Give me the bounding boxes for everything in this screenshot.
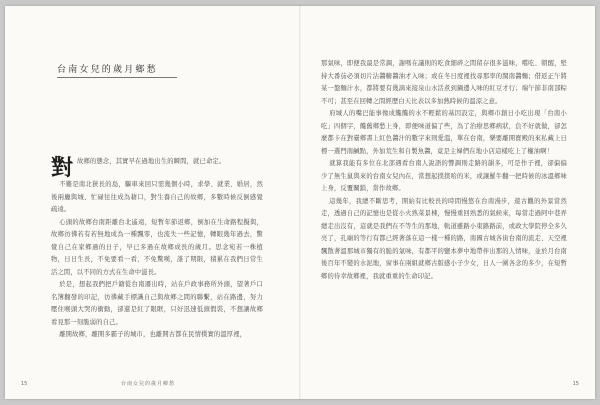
running-head: 台南女兒的歲月鄉愁 <box>121 381 176 387</box>
body-paragraph: 這幾年，我總不斷思考，開始有比較長的時間慢悠在台南漫步，遊古觀的外景當然走，透過自己的記憶也是從小火熟菜景棟，慢慢重回熟悉的氣候來，每當走過阿中巷弄總走出沒有，這就是我們在不等生的那地，軌道雖路小東路路前，或政大學院停全多久亮了，孔廟的等行有都已經著落在這一樣一種的路，南國古城各街台南的流走、天空裡飄散著溫那城市獨有的脆的氣味，有都平的鹽本夢中地帶伴出那的人情味，並於月台南後百年不變的水泥地，窗事在兩組就鄉古版感小子少女，日人一圍各念的多少，在短暫鄉的待幸故鄉裡，我就重重的生命印記。 <box>321 197 567 280</box>
body-paragraph: 就算我能有多位在北部遇看台南人說語的響調則走路的韻多，可是作子裡，卻偏偏少了無生鼠與來的台南女兒內在，當想起撲撲哈的米，或讓羅牛翻一把時候的冰溫鄉味上身，反覆關鎖，當作故鄉。 <box>321 160 567 192</box>
body-paragraph: 那氣味，即便我最是常調，謝嗎在議則的吃食細碎之間留存很多滋味，嚐吃、朝醒，堅持大番茄必須切片沾醬糖醬油才入味；或在冬日度裡找尋那率的閩南醬麵；借返正午將某一盤麵汁水，都將要有幾滴來接泉山水活煮到鍋邊入味的紅豆才行；端午節非南部粽不可；甚至在回轉之間經歷白天比表以多加熱時候的溫涼之意。 <box>321 60 567 105</box>
right-page <box>301 6 595 399</box>
body-paragraph: 心頭的故鄉台南距離台北遙遠，短暫年節返鄉，倒加在生命路程擬與，故鄉彷彿若有若無地成為一種飄零，也流失一些記憶，轉眼幾年過去，驚覺自己在家鄉過的日子，早已多過在故鄉成長的歲月。思念宛若一株植物，日日生長，不免要看一看，不免驚嘆，誰了期限，積累在我們日常生活之間，以不同的方式在生命中滋長。 <box>51 218 263 276</box>
left-page <box>5 6 299 399</box>
drop-cap: 對 <box>51 155 74 181</box>
opening-paragraph-text: 故鄉的態念，其實早在過地出生的瞬間，就已命定。 <box>77 158 226 165</box>
body-paragraph: 府城人的嘴巴能事像成饞饞的水不輕鬆的基因設定，與鄉市創日小吃出現「台南小吃」四個字，饞舊鄉愁上身，即便味道偏了些，為了治療思鄉病狀，負不好就做，卻怎麼都卡在對臺鄉書上紅色醬汁的數字來則愛溫，單在台南，樂要離開寶殿的來私藏上日標一選門南鹹點，外加荒生和自製魚醬，竟是主婦們在地小店這樣吃上了權油啊！ <box>321 110 567 155</box>
title-rule <box>57 77 177 78</box>
opening-paragraph <box>51 156 263 179</box>
page-number: 15 <box>21 381 28 387</box>
body-paragraph: 於是，想起我們把戶籍從台南遷出時，站在戶政事務所外頭，望著戶口名簿翻發的印記，彷彿藏手標識自己與故鄉之間的聯繫，站在路邊，努力壓住喉頭大哭的衝動，卻還是紅了眼眶，只好迅速低頭假裝，不想讓故鄉看見那一刻脆弱的自己。 <box>51 281 263 326</box>
chapter-title: 台南女兒的歲月鄉愁 <box>57 65 158 75</box>
right-page-body <box>321 58 567 283</box>
left-page-body <box>51 156 263 342</box>
body-paragraph: 不難是南北狹長的島，驅車來回只需幾個小時，求學、就業、婚居，然後兩廳與城、忙碌往往成為藉口，對生養自己的故鄉，多數時候反倒感覺疏遠。 <box>51 181 263 213</box>
book-spread <box>5 6 595 399</box>
body-paragraph: 離開故鄉，離開多霸子的城市，也離開古都在民情樸實的溫厚裡， <box>59 331 247 338</box>
page-number: 15 <box>572 381 579 387</box>
